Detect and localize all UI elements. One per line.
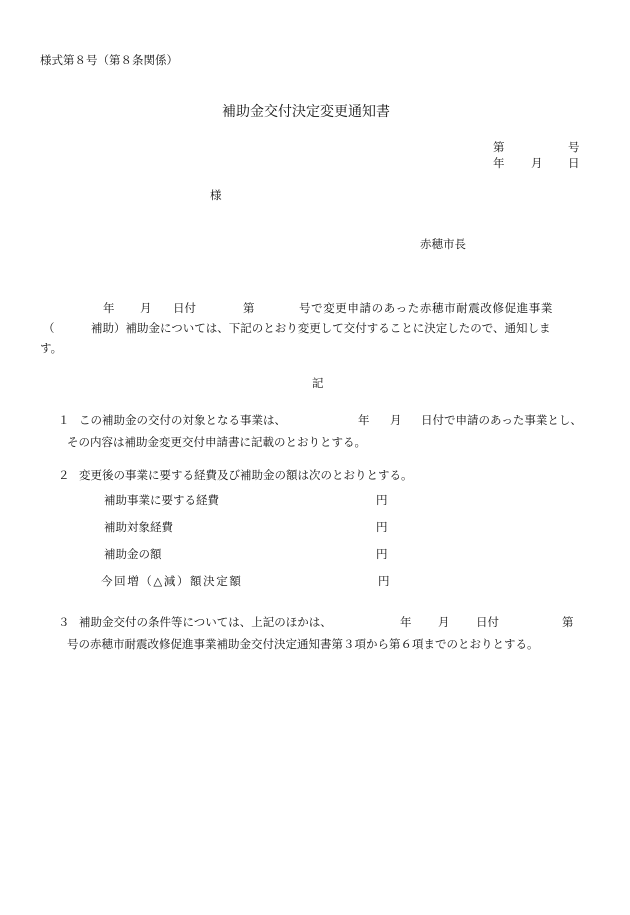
body-line1: 号で変更申請のあった赤穂市耐震改修促進事業 <box>299 301 553 315</box>
body-line2: 補助）補助金については、下記のとおり変更して交付することに決定したので、通知しま <box>91 321 551 335</box>
issuer: 赤穂市長 <box>420 237 466 251</box>
item3-dai: 第 <box>562 615 574 629</box>
body-year: 年 <box>103 301 115 315</box>
item3-line2: 号の赤穂市耐震改修促進事業補助金交付決定通知書第３項から第６項までのとおりとする。 <box>67 637 539 651</box>
ref-number-dai: 第 <box>493 140 505 154</box>
ref-date-year: 年 <box>493 156 505 170</box>
expense-unit: 円 <box>376 493 388 507</box>
item3-year: 年 <box>400 615 412 629</box>
addressee-suffix: 様 <box>210 188 222 202</box>
ref-number-go: 号 <box>568 140 580 154</box>
form-label: 様式第８号（第８条関係） <box>40 53 178 67</box>
body-dai: 第 <box>243 301 255 315</box>
item3-number: ３ <box>58 615 70 629</box>
body-month: 月 <box>140 301 152 315</box>
change-amount-label: 今回増（△減）額決定額 <box>101 574 243 588</box>
item2-number: ２ <box>58 468 70 482</box>
item1-year: 年 <box>358 413 370 427</box>
item1-text: この補助金の交付の対象となる事業は、 <box>79 413 286 427</box>
item1-month: 月 <box>390 413 402 427</box>
body-date: 日付 <box>173 301 196 315</box>
item1-line2: その内容は補助金変更交付申請書に記載のとおりとする。 <box>67 435 366 449</box>
subsidy-amount-unit: 円 <box>376 547 388 561</box>
eligible-expense-label: 補助対象経費 <box>104 520 173 534</box>
body-line3: す。 <box>40 341 63 355</box>
item1-number: １ <box>58 413 70 427</box>
expense-label: 補助事業に要する経費 <box>104 493 219 507</box>
item1-text2: 日付で申請のあった事業とし、 <box>421 413 582 427</box>
ref-date-month: 月 <box>531 156 543 170</box>
change-amount-unit: 円 <box>378 574 390 588</box>
item3-date: 日付 <box>476 615 499 629</box>
subsidy-amount-label: 補助金の額 <box>104 547 162 561</box>
ref-date-day: 日 <box>568 156 580 170</box>
item3-text: 補助金交付の条件等については、上記のほかは、 <box>79 615 332 629</box>
item3-month: 月 <box>438 615 450 629</box>
ki-heading: 記 <box>312 376 324 390</box>
item2-text: 変更後の事業に要する経費及び補助金の額は次のとおりとする。 <box>79 468 413 482</box>
body-paren-open: （ <box>43 321 55 335</box>
eligible-expense-unit: 円 <box>376 520 388 534</box>
document-title: 補助金交付決定変更通知書 <box>222 104 390 120</box>
